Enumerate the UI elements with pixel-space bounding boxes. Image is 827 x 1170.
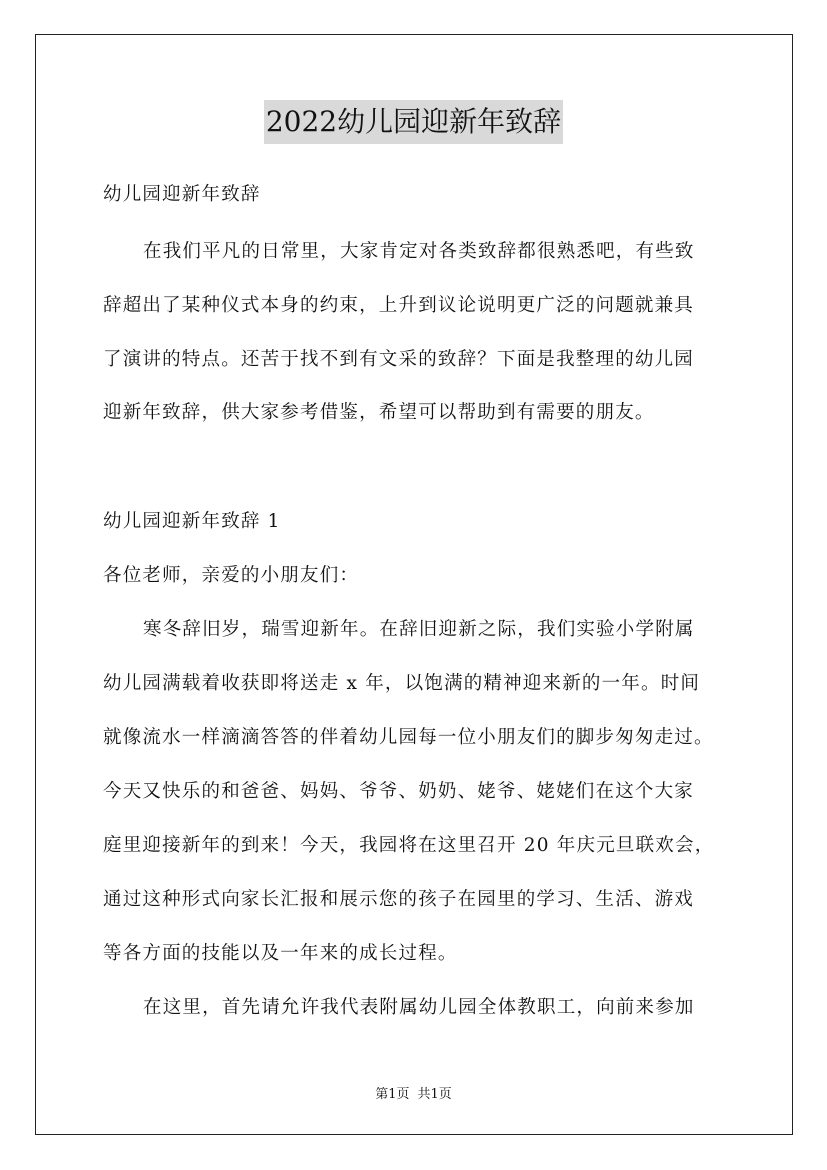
body-line: 庭里迎接新年的到来！今天，我园将在这里召开 20 年庆元旦联欢会， <box>103 835 715 856</box>
intro-line: 在我们平凡的日常里，大家肯定对各类致辞都很熟悉吧，有些致 <box>143 241 695 262</box>
body-line: 就像流水一样滴滴答答的伴着幼儿园每一位小朋友们的脚步匆匆走过。 <box>103 727 714 748</box>
title-container <box>0 100 827 144</box>
page-number: 第1页 <box>375 1087 410 1102</box>
body-line: 等各方面的技能以及一年来的成长过程。 <box>103 943 458 964</box>
document-title: 2022幼儿园迎新年致辞 <box>264 100 563 144</box>
page-total: 共1页 <box>417 1087 452 1102</box>
intro-line: 迎新年致辞，供大家参考借鉴，希望可以帮助到有需要的朋友。 <box>103 402 655 423</box>
document-subtitle: 幼儿园迎新年致辞 <box>103 184 261 205</box>
salutation: 各位老师，亲爱的小朋友们： <box>103 565 360 586</box>
body-line: 寒冬辞旧岁，瑞雪迎新年。在辞旧迎新之际，我们实验小学附属 <box>143 619 695 640</box>
intro-line: 辞超出了某种仪式本身的约束，上升到议论说明更广泛的问题就兼具 <box>103 295 695 316</box>
body-line: 通过这种形式向家长汇报和展示您的孩子在园里的学习、生活、游戏 <box>103 889 695 910</box>
section-heading: 幼儿园迎新年致辞 1 <box>103 511 281 532</box>
intro-line: 了演讲的特点。还苦于找不到有文采的致辞？下面是我整理的幼儿园 <box>103 349 695 370</box>
body-line: 幼儿园满载着收获即将送走 x 年，以饱满的精神迎来新的一年。时间 <box>103 673 701 694</box>
body-line: 在这里，首先请允许我代表附属幼儿园全体教职工，向前来参加 <box>143 997 695 1018</box>
page-footer <box>0 1083 827 1102</box>
body-line: 今天又快乐的和爸爸、妈妈、爷爷、奶奶、姥爷、姥姥们在这个大家 <box>103 781 695 802</box>
